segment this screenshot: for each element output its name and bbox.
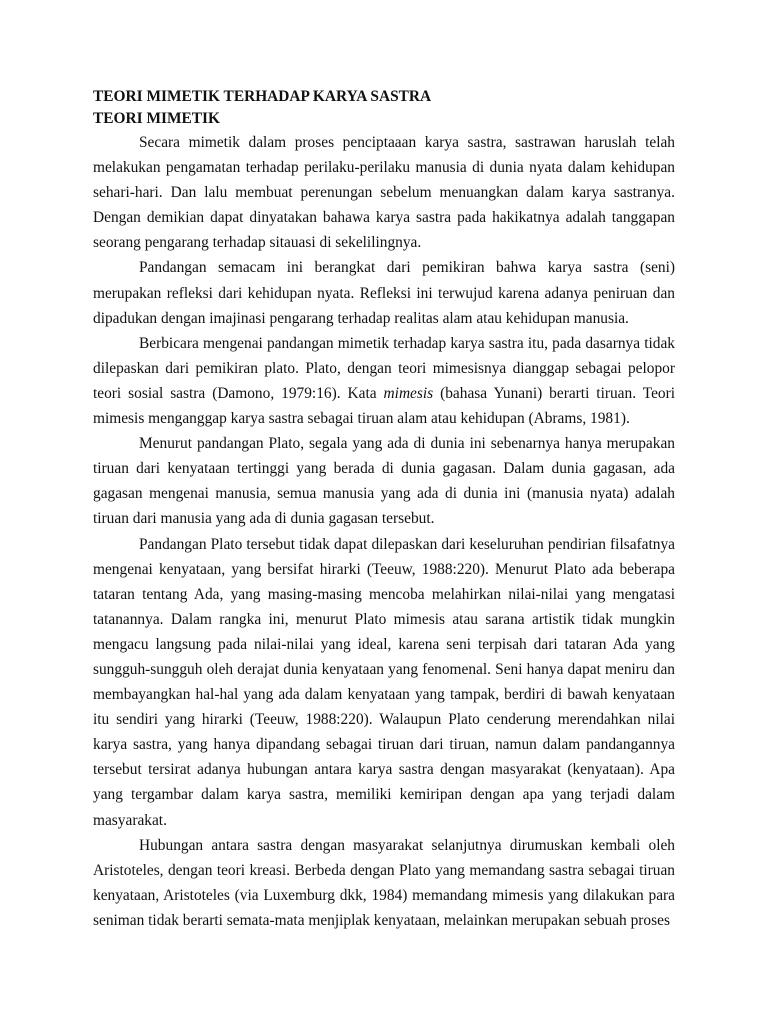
section-heading: TEORI MIMETIK [93,110,220,127]
paragraph-1: Secara mimetik dalam proses penciptaaan karya sastra, sastrawan haruslah telah melakukan pengamatan terhadap perilaku-perilaku manusia di dunia nyata dalam kehidupan sehari-hari. Dan lalu membuat perenungan sebelum menuangkan dalam karya sastranya. Dengan demikian dapat dinyatakan bahawa karya sastra pada hakikatnya adalah tanggapan seorang pengarang terhadap sitauasi di sekelilingnya. [93,134,675,252]
document-title: TEORI MIMETIK TERHADAP KARYA SASTRA [93,88,432,105]
paragraph-3-italic-term: mimesis [383,384,434,402]
paragraph-3 [93,331,675,431]
document-page [93,86,675,933]
paragraph-5: Pandangan Plato tersebut tidak dapat dilepaskan dari keseluruhan pendirian filsafatnya mengenai kenyataan, yang bersifat hirarki (Teeuw, 1988:220). Menurut Plato ada beberapa tataran tentang Ada, yang masing-masing mencoba melahirkan nilai-nilai yang mengatasi tatanannya. Dalam rangka ini, menurut Plato mimesis atau sarana artistik tidak mungkin mengacu langsung pada nilai-nilai yang ideal, karena seni terpisah dari tataran Ada yang sungguh-sungguh oleh derajat dunia kenyataan yang fenomenal. Seni hanya dapat meniru dan membayangkan hal-hal yang ada dalam kenyataan yang tampak, berdiri di bawah kenyataan itu sendiri yang hirarki (Teeuw, 1988:220). Walaupun Plato cenderung merendahkan nilai karya sastra, yang hanya dipandang sebagai tiruan dari tiruan, namun dalam pandangannya tersebut tersirat adanya hubungan antara karya sastra dengan masyarakat (kenyataan). Apa yang tergambar dalam karya sastra, memiliki kemiripan dengan apa yang terjadi dalam masyarakat. [93,535,675,829]
paragraph-6: Hubungan antara sastra dengan masyarakat selanjutnya dirumuskan kembali oleh Aristoteles, dengan teori kreasi. Berbeda dengan Plato yang memandang sastra sebagai tiruan kenyataan, Aristoteles (via Luxemburg dkk, 1984) memandang mimesis yang dilakukan para seniman tidak berarti semata-mata menjiplak kenyataan, melainkan merupakan sebuah proses [93,836,675,929]
paragraph-3-text-before: Berbicara mengenai pandangan mimetik terhadap karya sastra itu, pada dasarnya tidak dilepaskan dari pemikiran plato. Plato, dengan teori mimesisnya dianggap sebagai pelopor teori sosial sastra (Damono, 1979:16). Kata [93,334,675,402]
paragraph-4: Menurut pandangan Plato, segala yang ada di dunia ini sebenarnya hanya merupakan tiruan dari kenyataan tertinggi yang berada di dunia gagasan. Dalam dunia gagasan, ada gagasan mengenai manusia, semua manusia yang ada di dunia ini (manusia nyata) adalah tiruan dari manusia yang ada di dunia gagasan tersebut. [93,435,675,528]
paragraph-3-text-after: (bahasa Yunani) berarti tiruan. Teori mimesis menganggap karya sastra sebagai tiruan alam atau kehidupan (Abrams, 1981). [93,384,675,428]
paragraph-2: Pandangan semacam ini berangkat dari pemikiran bahwa karya sastra (seni) merupakan refleksi dari kehidupan nyata. Refleksi ini terwujud karena adanya peniruan dan dipadukan dengan imajinasi pengarang terhadap realitas alam atau kehidupan manusia. [93,259,675,327]
